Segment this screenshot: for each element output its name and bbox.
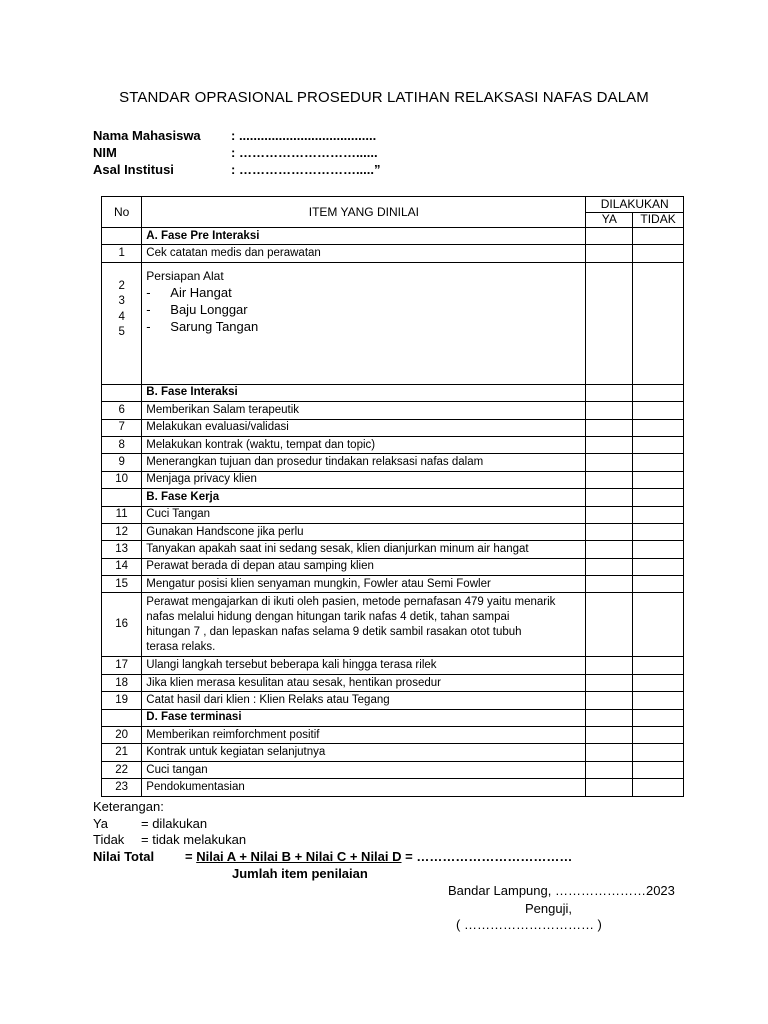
row-item: Catat hasil dari klien : Klien Relaks atau Tegang bbox=[142, 692, 586, 709]
list-item-text: Sarung Tangan bbox=[170, 318, 259, 334]
keterangan-ya-row bbox=[93, 816, 207, 832]
table-row bbox=[102, 506, 684, 523]
list-item-text: Air Hangat bbox=[170, 284, 232, 300]
keterangan-ya-label: Ya bbox=[93, 816, 108, 831]
row-number: 10 bbox=[102, 471, 142, 488]
row-number: 7 bbox=[102, 419, 142, 436]
row-number: 15 bbox=[102, 576, 142, 593]
table-row bbox=[102, 657, 684, 674]
row-number: 13 bbox=[102, 541, 142, 558]
table-row bbox=[102, 558, 684, 575]
row-number: 11 bbox=[102, 506, 142, 523]
document-title: STANDAR OPRASIONAL PROSEDUR LATIHAN RELAKSASI NAFAS DALAM bbox=[119, 89, 649, 106]
check-tidak-cell[interactable] bbox=[633, 228, 684, 245]
row-number: 1 bbox=[102, 245, 142, 262]
header-ya: YA bbox=[586, 212, 633, 228]
keterangan-tidak-label: Tidak bbox=[93, 832, 125, 847]
persiapan-alat-row bbox=[102, 262, 684, 384]
nilai-formula-numerator: Nilai A + Nilai B + Nilai C + Nilai D bbox=[196, 849, 402, 864]
check-tidak-cell[interactable] bbox=[633, 576, 684, 593]
row-item: Cuci tangan bbox=[142, 761, 586, 778]
keterangan-ya-desc: = dilakukan bbox=[141, 816, 208, 831]
check-tidak-cell[interactable] bbox=[633, 489, 684, 506]
check-ya-cell[interactable] bbox=[586, 506, 633, 523]
section-title: B. Fase Interaksi bbox=[142, 384, 586, 401]
row-item: Melakukan kontrak (waktu, tempat dan topic) bbox=[142, 436, 586, 453]
table-row bbox=[102, 523, 684, 540]
row-item: Melakukan evaluasi/validasi bbox=[142, 419, 586, 436]
table-row bbox=[102, 402, 684, 419]
table-row bbox=[102, 692, 684, 709]
check-tidak-cell[interactable] bbox=[633, 384, 684, 401]
row-item: Gunakan Handscone jika perlu bbox=[142, 523, 586, 540]
keterangan-tidak-row bbox=[93, 832, 246, 848]
identity-nama-row bbox=[93, 127, 376, 144]
section-row bbox=[102, 384, 684, 401]
nilai-denominator: Jumlah item penilaian bbox=[232, 866, 368, 881]
row-item-line: hitungan 7 , dan lepaskan nafas selama 9 detik sambil rasakan otot tubuh bbox=[146, 625, 522, 638]
row-number: 5 bbox=[118, 326, 125, 339]
check-ya-cell[interactable] bbox=[586, 471, 633, 488]
row-number: 23 bbox=[102, 779, 142, 796]
check-ya-cell[interactable] bbox=[586, 523, 633, 540]
row-item: Tanyakan apakah saat ini sedang sesak, klien dianjurkan minum air hangat bbox=[142, 541, 586, 558]
identity-nama-value: : ...................................... bbox=[231, 128, 377, 143]
table-row bbox=[102, 576, 684, 593]
row-item: Jika klien merasa kesulitan atau sesak, hentikan prosedur bbox=[142, 674, 586, 691]
signature-place-date: Bandar Lampung, …………………2023 bbox=[448, 883, 675, 898]
identity-institusi-row bbox=[93, 161, 381, 178]
check-tidak-cell[interactable] bbox=[633, 419, 684, 436]
check-ya-cell[interactable] bbox=[586, 692, 633, 709]
check-ya-cell[interactable] bbox=[586, 674, 633, 691]
check-tidak-cell[interactable] bbox=[633, 262, 684, 384]
check-ya-cell[interactable] bbox=[586, 384, 633, 401]
table-row bbox=[102, 593, 684, 657]
dash-bullet: - bbox=[146, 318, 151, 334]
check-ya-cell[interactable] bbox=[586, 657, 633, 674]
row-number: 21 bbox=[102, 744, 142, 761]
row-item-line: nafas melalui hidung dengan hitungan tarik nafas 4 detik, tahan sampai bbox=[146, 610, 510, 623]
check-tidak-cell[interactable] bbox=[633, 541, 684, 558]
header-item: ITEM YANG DINILAI bbox=[142, 197, 586, 228]
section-row bbox=[102, 228, 684, 245]
check-tidak-cell[interactable] bbox=[633, 245, 684, 262]
check-ya-cell[interactable] bbox=[586, 402, 633, 419]
check-ya-cell[interactable] bbox=[586, 245, 633, 262]
keterangan-heading: Keterangan: bbox=[93, 799, 164, 814]
row-number: 3 bbox=[118, 295, 125, 308]
row-item: Kontrak untuk kegiatan selanjutnya bbox=[142, 744, 586, 761]
keterangan-tidak-desc: = tidak melakukan bbox=[141, 832, 247, 847]
check-tidak-cell[interactable] bbox=[633, 779, 684, 796]
table-row bbox=[102, 779, 684, 796]
row-item: Cek catatan medis dan perawatan bbox=[142, 245, 586, 262]
check-tidak-cell[interactable] bbox=[633, 709, 684, 726]
header-no: No bbox=[102, 197, 142, 228]
row-item: Memberikan reimforchment positif bbox=[142, 727, 586, 744]
table-row bbox=[102, 761, 684, 778]
row-number: 18 bbox=[102, 674, 142, 691]
row-number: 2 bbox=[118, 279, 125, 292]
row-item: Memberikan Salam terapeutik bbox=[142, 402, 586, 419]
check-ya-cell[interactable] bbox=[586, 454, 633, 471]
identity-nim-value: : ………………………...... bbox=[231, 145, 378, 160]
check-tidak-cell[interactable] bbox=[633, 436, 684, 453]
list-item bbox=[146, 284, 581, 301]
row-number: 4 bbox=[118, 310, 125, 323]
list-item bbox=[146, 318, 581, 335]
row-item: Pendokumentasian bbox=[142, 779, 586, 796]
row-item-line: Perawat mengajarkan di ikuti oleh pasien, metode pernafasan 479 yaitu menarik bbox=[146, 595, 556, 608]
row-number: 19 bbox=[102, 692, 142, 709]
row-number-group bbox=[102, 262, 142, 384]
row-number: 17 bbox=[102, 657, 142, 674]
list-item bbox=[146, 301, 581, 318]
check-ya-cell[interactable] bbox=[586, 558, 633, 575]
nilai-total-row bbox=[93, 849, 572, 864]
list-item-text: Baju Longgar bbox=[170, 301, 248, 317]
row-item: Ulangi langkah tersebut beberapa kali hingga terasa rilek bbox=[142, 657, 586, 674]
check-ya-cell[interactable] bbox=[586, 761, 633, 778]
identity-nama-label: Nama Mahasiswa bbox=[93, 128, 201, 143]
nilai-total-label: Nilai Total bbox=[93, 849, 155, 864]
table-row bbox=[102, 419, 684, 436]
check-tidak-cell[interactable] bbox=[633, 744, 684, 761]
section-row bbox=[102, 709, 684, 726]
row-item-multiline bbox=[142, 593, 586, 657]
check-tidak-cell[interactable] bbox=[633, 471, 684, 488]
table-row bbox=[102, 454, 684, 471]
check-ya-cell[interactable] bbox=[586, 262, 633, 384]
row-item-line: terasa relaks. bbox=[146, 640, 216, 653]
row-number: 8 bbox=[102, 436, 142, 453]
check-ya-cell[interactable] bbox=[586, 489, 633, 506]
check-tidak-cell[interactable] bbox=[633, 454, 684, 471]
check-ya-cell[interactable] bbox=[586, 779, 633, 796]
section-title: B. Fase Kerja bbox=[142, 489, 586, 506]
check-ya-cell[interactable] bbox=[586, 709, 633, 726]
check-ya-cell[interactable] bbox=[586, 727, 633, 744]
identity-institusi-label: Asal Institusi bbox=[93, 162, 174, 177]
dash-bullet: - bbox=[146, 301, 151, 317]
persiapan-heading: Persiapan Alat bbox=[146, 268, 224, 283]
check-tidak-cell[interactable] bbox=[633, 692, 684, 709]
table-row bbox=[102, 674, 684, 691]
section-row bbox=[102, 489, 684, 506]
table-row bbox=[102, 245, 684, 262]
row-item: Menerangkan tujuan dan prosedur tindakan relaksasi nafas dalam bbox=[142, 454, 586, 471]
signature-role: Penguji, bbox=[525, 901, 572, 916]
row-item: Cuci Tangan bbox=[142, 506, 586, 523]
check-tidak-cell[interactable] bbox=[633, 506, 684, 523]
check-ya-cell[interactable] bbox=[586, 744, 633, 761]
assessment-table bbox=[101, 196, 684, 797]
header-tidak: TIDAK bbox=[633, 212, 684, 228]
check-tidak-cell[interactable] bbox=[633, 761, 684, 778]
row-number: 12 bbox=[102, 523, 142, 540]
table-row bbox=[102, 744, 684, 761]
row-number: 14 bbox=[102, 558, 142, 575]
row-number: 6 bbox=[102, 402, 142, 419]
nilai-formula-suffix: = ……………………………… bbox=[401, 849, 573, 864]
identity-institusi-value: : ……………………….....” bbox=[231, 162, 381, 177]
nilai-formula-prefix: = bbox=[185, 849, 197, 864]
identity-nim-label: NIM bbox=[93, 145, 117, 160]
check-ya-cell[interactable] bbox=[586, 419, 633, 436]
section-title: D. Fase terminasi bbox=[142, 709, 586, 726]
check-tidak-cell[interactable] bbox=[633, 674, 684, 691]
row-item: Perawat berada di depan atau samping klien bbox=[142, 558, 586, 575]
section-title: A. Fase Pre Interaksi bbox=[142, 228, 586, 245]
check-ya-cell[interactable] bbox=[586, 436, 633, 453]
table-row bbox=[102, 436, 684, 453]
identity-nim-row bbox=[93, 144, 378, 161]
signature-name-line: ( ………………………… ) bbox=[456, 917, 602, 932]
check-tidak-cell[interactable] bbox=[633, 657, 684, 674]
check-ya-cell[interactable] bbox=[586, 593, 633, 657]
check-tidak-cell[interactable] bbox=[633, 523, 684, 540]
check-tidak-cell[interactable] bbox=[633, 593, 684, 657]
check-tidak-cell[interactable] bbox=[633, 558, 684, 575]
header-dilakukan: DILAKUKAN bbox=[586, 197, 684, 213]
dash-bullet: - bbox=[146, 284, 151, 300]
row-item: Menjaga privacy klien bbox=[142, 471, 586, 488]
row-number: 22 bbox=[102, 761, 142, 778]
row-number: 20 bbox=[102, 727, 142, 744]
row-item: Mengatur posisi klien senyaman mungkin, Fowler atau Semi Fowler bbox=[142, 576, 586, 593]
check-tidak-cell[interactable] bbox=[633, 727, 684, 744]
table-row bbox=[102, 541, 684, 558]
check-ya-cell[interactable] bbox=[586, 576, 633, 593]
check-ya-cell[interactable] bbox=[586, 228, 633, 245]
table-row bbox=[102, 471, 684, 488]
check-tidak-cell[interactable] bbox=[633, 402, 684, 419]
row-number: 16 bbox=[102, 593, 142, 657]
check-ya-cell[interactable] bbox=[586, 541, 633, 558]
row-number: 9 bbox=[102, 454, 142, 471]
table-row bbox=[102, 727, 684, 744]
persiapan-alat-cell bbox=[142, 262, 586, 384]
